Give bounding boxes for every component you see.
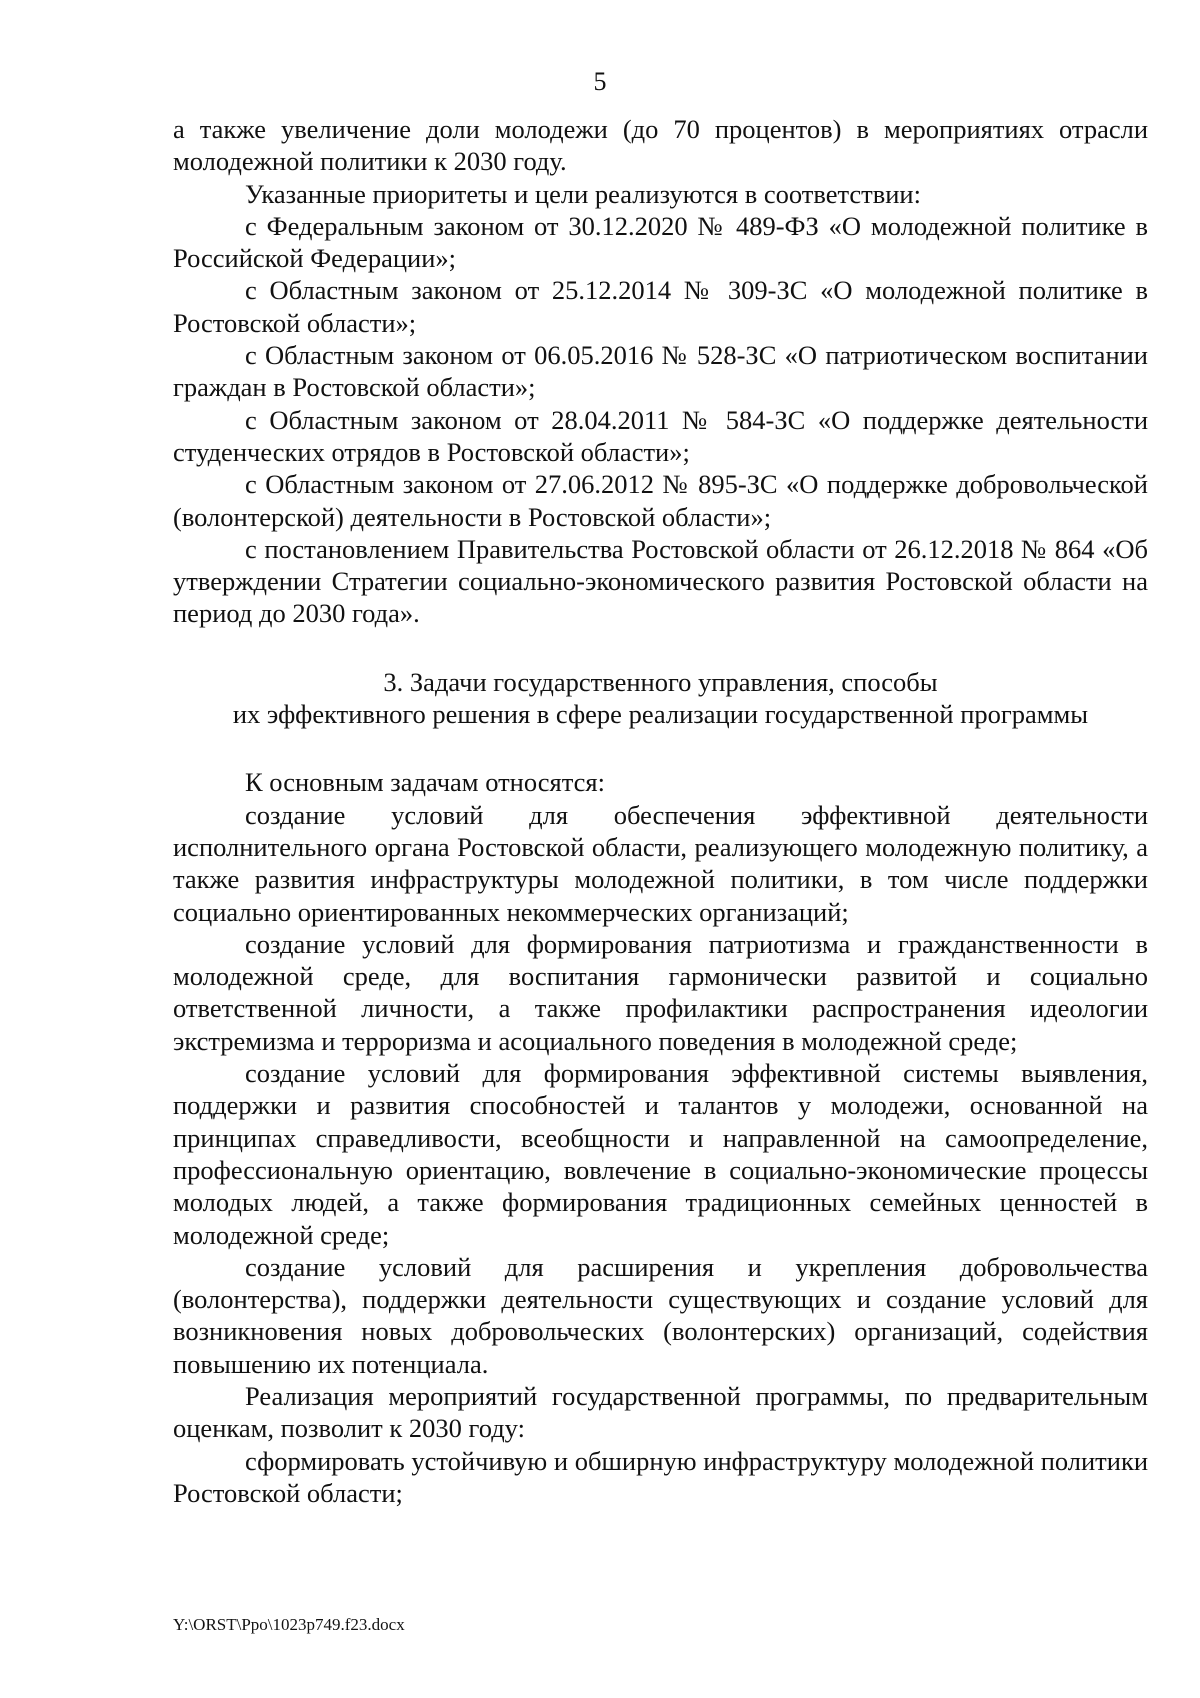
- paragraph-regional-law-309: с Областным законом от 25.12.2014 № 309-ЗС «О молодежной политике в Ростовской области»;: [173, 275, 1148, 338]
- paragraph-regional-law-528: с Областным законом от 06.05.2016 № 528-ЗС «О патриотическом воспитании граждан в Ростовской области»;: [173, 340, 1148, 403]
- paragraph-task-1: создание условий для обеспечения эффективной деятельности исполнительного органа Ростовской области, реализующего молодежную политику, а также развития инфраструктуры молодежной политики, в том числе поддержки социально ориентированных некоммерческих организаций;: [173, 799, 1148, 927]
- paragraph-regional-law-584: с Областным законом от 28.04.2011 № 584-ЗС «О поддержке деятельности студенческих отрядов в Ростовской области»;: [173, 404, 1148, 467]
- paragraph-task-3: создание условий для формирования эффективной системы выявления, поддержки и развития способностей и талантов у молодежи, основанной на принципах справедливости, всеобщности и направленной на самоопределение, профессиональную ориентацию, вовлечение в социально-экономические процессы молодых людей, а также формирования традиционных семейных ценностей в молодежной среде;: [173, 1058, 1148, 1250]
- section-heading-line-1: 3. Задачи государственного управления, способы: [383, 666, 938, 697]
- document-body: [173, 113, 1148, 1509]
- paragraph-priorities-intro: Указанные приоритеты и цели реализуются в соответствии:: [245, 178, 921, 209]
- paragraph-outcome-1: сформировать устойчивую и обширную инфраструктуру молодежной политики Ростовской области;: [173, 1445, 1148, 1508]
- paragraph-regional-law-895: с Областным законом от 27.06.2012 № 895-ЗС «О поддержке добровольческой (волонтерской) деятельности в Ростовской области»;: [173, 469, 1148, 532]
- section-heading-line-2: их эффективного решения в сфере реализации государственной программы: [232, 699, 1089, 730]
- paragraph-government-decree-864: с постановлением Правительства Ростовской области от 26.12.2018 № 864 «Об утверждении Стратегии социально-экономического развития Ростовской области на период до 2030 года».: [173, 533, 1148, 629]
- page-number: 5: [593, 67, 607, 96]
- paragraph-tasks-intro: К основным задачам относятся:: [245, 767, 605, 798]
- paragraph-continuation: а также увеличение доли молодежи (до 70 процентов) в мероприятиях отрасли молодежной политики к 2030 году.: [173, 114, 1148, 177]
- paragraph-federal-law: с Федеральным законом от 30.12.2020 № 489-ФЗ «О молодежной политике в Российской Федерации»;: [173, 210, 1148, 274]
- paragraph-task-2: создание условий для формирования патриотизма и гражданственности в молодежной среде, для воспитания гармонически развитой и социально ответственной личности, а также профилактики распространения идеологии экстремизма и терроризма и асоциального поведения в молодежной среде;: [173, 928, 1148, 1056]
- paragraph-task-4: создание условий для расширения и укрепления добровольчества (волонтерства), поддержки деятельности существующих и создание условий для возникновения новых добровольческих (волонтерских) организаций, содействия повышению их потенциала.: [173, 1251, 1148, 1379]
- footer-file-path: Y:\ORST\Ppo\1023p749.f23.docx: [173, 1615, 405, 1634]
- paragraph-outcomes-intro: Реализация мероприятий государственной программы, по предварительным оценкам, позволит к 2030 году:: [173, 1380, 1148, 1444]
- section-heading: [173, 666, 1148, 731]
